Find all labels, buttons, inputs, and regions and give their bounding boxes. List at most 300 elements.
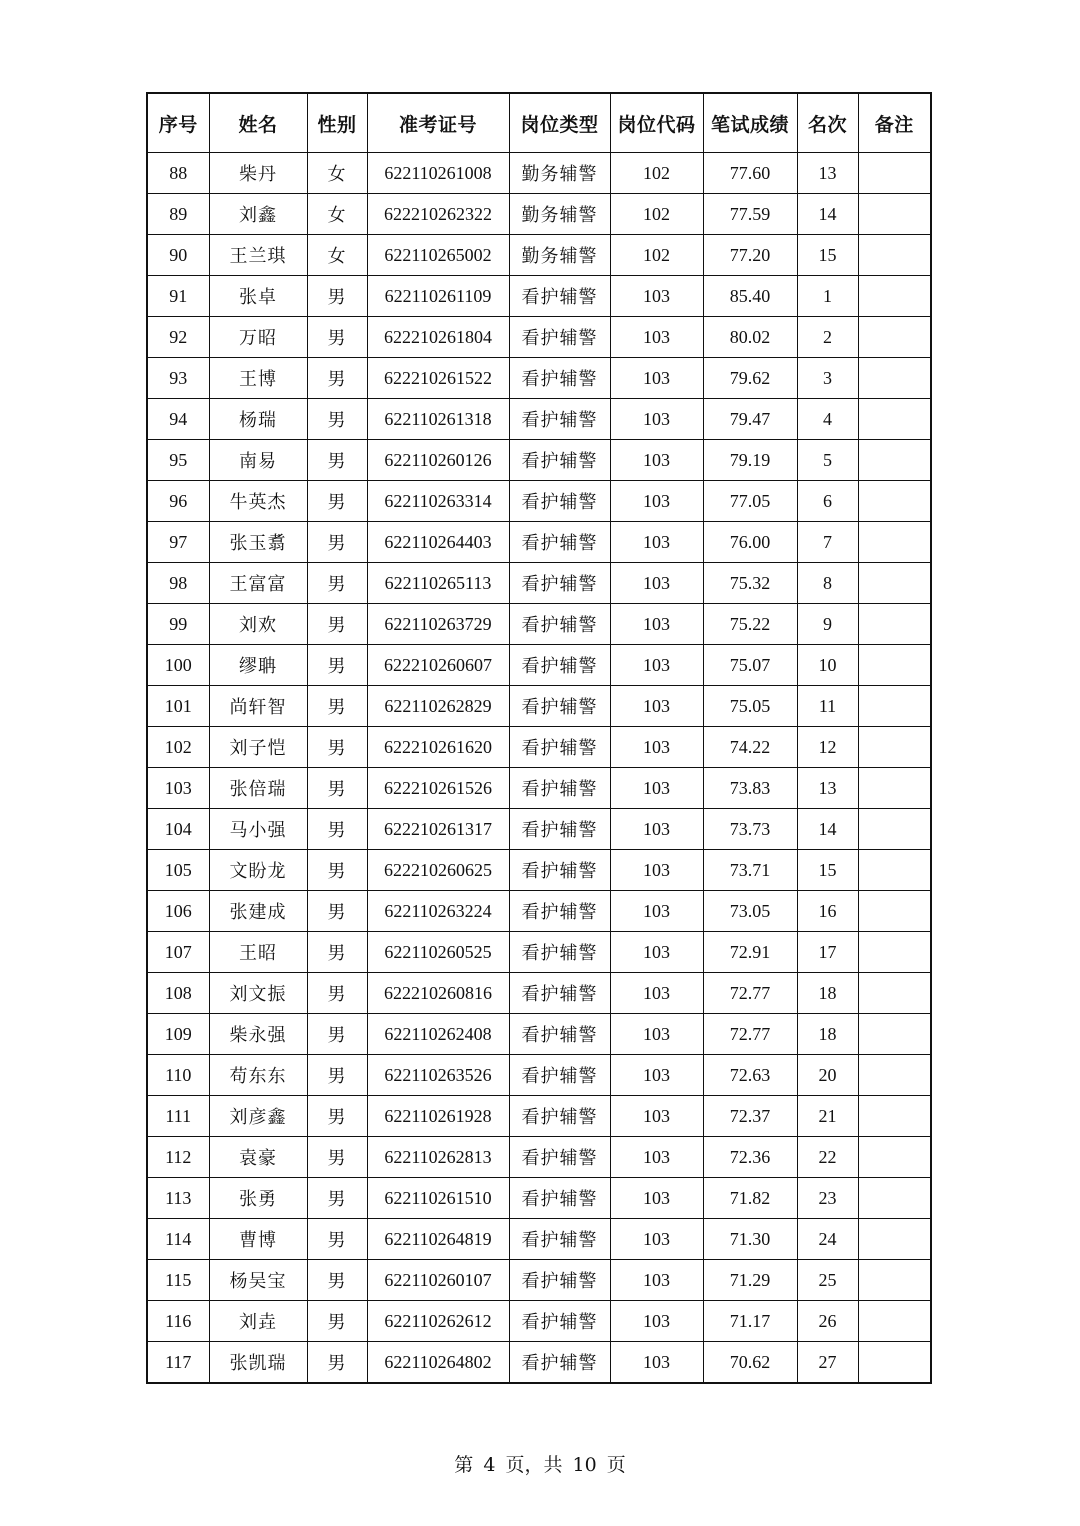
table-header [147, 93, 931, 153]
cell-exam-ticket-number: 622110263314 [367, 481, 509, 522]
cell-post-code: 103 [610, 973, 703, 1014]
cell-post-type: 看护辅警 [509, 276, 610, 317]
cell-post-code: 102 [610, 194, 703, 235]
cell-written-score: 75.07 [703, 645, 797, 686]
cell-gender: 女 [307, 235, 367, 276]
cell-serial-number: 109 [147, 1014, 209, 1055]
cell-name: 曹博 [209, 1219, 307, 1260]
cell-post-type: 看护辅警 [509, 932, 610, 973]
cell-written-score: 71.82 [703, 1178, 797, 1219]
cell-remarks [858, 276, 931, 317]
cell-name: 杨吴宝 [209, 1260, 307, 1301]
cell-gender: 男 [307, 686, 367, 727]
cell-remarks [858, 481, 931, 522]
table-row [147, 440, 931, 481]
cell-exam-ticket-number: 622210260607 [367, 645, 509, 686]
cell-name: 张建成 [209, 891, 307, 932]
table-row [147, 973, 931, 1014]
cell-post-type: 看护辅警 [509, 1014, 610, 1055]
cell-gender: 男 [307, 1137, 367, 1178]
cell-written-score: 77.05 [703, 481, 797, 522]
cell-serial-number: 90 [147, 235, 209, 276]
header-post-type: 岗位类型 [509, 93, 610, 153]
cell-post-code: 103 [610, 563, 703, 604]
cell-gender: 男 [307, 481, 367, 522]
page-number: 第 4 页，共 10 页 [454, 1454, 626, 1476]
cell-name: 张勇 [209, 1178, 307, 1219]
cell-gender: 男 [307, 1219, 367, 1260]
cell-serial-number: 103 [147, 768, 209, 809]
cell-written-score: 71.17 [703, 1301, 797, 1342]
cell-written-score: 73.73 [703, 809, 797, 850]
table-row [147, 891, 931, 932]
cell-gender: 女 [307, 153, 367, 194]
cell-remarks [858, 1055, 931, 1096]
table-row [147, 645, 931, 686]
cell-post-code: 103 [610, 932, 703, 973]
cell-name: 张凯瑞 [209, 1342, 307, 1384]
cell-remarks [858, 1178, 931, 1219]
cell-post-code: 103 [610, 440, 703, 481]
cell-exam-ticket-number: 622110261928 [367, 1096, 509, 1137]
header-rank: 名次 [797, 93, 858, 153]
cell-serial-number: 91 [147, 276, 209, 317]
cell-post-type: 看护辅警 [509, 604, 610, 645]
cell-remarks [858, 686, 931, 727]
cell-serial-number: 108 [147, 973, 209, 1014]
cell-post-type: 勤务辅警 [509, 194, 610, 235]
cell-name: 刘欢 [209, 604, 307, 645]
cell-gender: 男 [307, 1342, 367, 1384]
cell-written-score: 72.63 [703, 1055, 797, 1096]
cell-name: 柴丹 [209, 153, 307, 194]
cell-exam-ticket-number: 622210262322 [367, 194, 509, 235]
cell-name: 张卓 [209, 276, 307, 317]
cell-gender: 男 [307, 1178, 367, 1219]
cell-exam-ticket-number: 622110263729 [367, 604, 509, 645]
cell-name: 王昭 [209, 932, 307, 973]
table-row [147, 768, 931, 809]
cell-rank: 17 [797, 932, 858, 973]
cell-rank: 7 [797, 522, 858, 563]
cell-rank: 18 [797, 1014, 858, 1055]
cell-post-code: 103 [610, 686, 703, 727]
cell-written-score: 72.36 [703, 1137, 797, 1178]
cell-post-code: 103 [610, 1137, 703, 1178]
cell-name: 刘文振 [209, 973, 307, 1014]
cell-exam-ticket-number: 622210261620 [367, 727, 509, 768]
cell-gender: 男 [307, 1014, 367, 1055]
cell-exam-ticket-number: 622110262408 [367, 1014, 509, 1055]
cell-name: 王富富 [209, 563, 307, 604]
cell-serial-number: 100 [147, 645, 209, 686]
cell-post-code: 103 [610, 481, 703, 522]
cell-rank: 24 [797, 1219, 858, 1260]
cell-gender: 男 [307, 809, 367, 850]
cell-name: 万昭 [209, 317, 307, 358]
cell-post-code: 103 [610, 1301, 703, 1342]
cell-post-type: 看护辅警 [509, 1219, 610, 1260]
cell-gender: 男 [307, 645, 367, 686]
cell-gender: 男 [307, 1301, 367, 1342]
cell-post-code: 103 [610, 1178, 703, 1219]
cell-post-type: 看护辅警 [509, 522, 610, 563]
header-gender: 性别 [307, 93, 367, 153]
cell-written-score: 77.59 [703, 194, 797, 235]
cell-gender: 男 [307, 891, 367, 932]
cell-exam-ticket-number: 622110264802 [367, 1342, 509, 1384]
cell-serial-number: 105 [147, 850, 209, 891]
cell-exam-ticket-number: 622210260816 [367, 973, 509, 1014]
cell-gender: 男 [307, 399, 367, 440]
cell-serial-number: 110 [147, 1055, 209, 1096]
cell-written-score: 79.19 [703, 440, 797, 481]
cell-serial-number: 95 [147, 440, 209, 481]
cell-post-type: 看护辅警 [509, 1096, 610, 1137]
cell-post-code: 103 [610, 522, 703, 563]
cell-post-type: 看护辅警 [509, 358, 610, 399]
table-row [147, 194, 931, 235]
cell-post-code: 103 [610, 1096, 703, 1137]
header-name: 姓名 [209, 93, 307, 153]
table-row [147, 481, 931, 522]
cell-serial-number: 115 [147, 1260, 209, 1301]
cell-name: 王博 [209, 358, 307, 399]
cell-written-score: 70.62 [703, 1342, 797, 1384]
cell-post-type: 看护辅警 [509, 440, 610, 481]
cell-post-type: 看护辅警 [509, 727, 610, 768]
cell-gender: 男 [307, 727, 367, 768]
cell-serial-number: 101 [147, 686, 209, 727]
cell-serial-number: 98 [147, 563, 209, 604]
cell-name: 文盼龙 [209, 850, 307, 891]
cell-post-code: 103 [610, 358, 703, 399]
cell-post-type: 看护辅警 [509, 399, 610, 440]
table-row [147, 1014, 931, 1055]
cell-exam-ticket-number: 622110265002 [367, 235, 509, 276]
cell-written-score: 79.62 [703, 358, 797, 399]
cell-post-type: 看护辅警 [509, 809, 610, 850]
cell-post-code: 103 [610, 768, 703, 809]
cell-gender: 男 [307, 1055, 367, 1096]
cell-written-score: 72.37 [703, 1096, 797, 1137]
cell-exam-ticket-number: 622110265113 [367, 563, 509, 604]
table-body [147, 153, 931, 1384]
cell-rank: 13 [797, 153, 858, 194]
table-row [147, 522, 931, 563]
cell-serial-number: 92 [147, 317, 209, 358]
cell-remarks [858, 153, 931, 194]
header-post-code: 岗位代码 [610, 93, 703, 153]
cell-post-code: 102 [610, 235, 703, 276]
cell-exam-ticket-number: 622110263224 [367, 891, 509, 932]
cell-post-code: 103 [610, 604, 703, 645]
cell-name: 柴永强 [209, 1014, 307, 1055]
cell-rank: 6 [797, 481, 858, 522]
cell-remarks [858, 809, 931, 850]
cell-exam-ticket-number: 622110263526 [367, 1055, 509, 1096]
table-row [147, 850, 931, 891]
cell-gender: 男 [307, 932, 367, 973]
cell-post-type: 看护辅警 [509, 686, 610, 727]
cell-remarks [858, 768, 931, 809]
cell-serial-number: 97 [147, 522, 209, 563]
table-row [147, 1342, 931, 1384]
table-row [147, 1137, 931, 1178]
cell-exam-ticket-number: 622110262829 [367, 686, 509, 727]
header-written-score: 笔试成绩 [703, 93, 797, 153]
cell-name: 刘鑫 [209, 194, 307, 235]
cell-post-type: 看护辅警 [509, 563, 610, 604]
cell-name: 刘彦鑫 [209, 1096, 307, 1137]
cell-exam-ticket-number: 622210261522 [367, 358, 509, 399]
table-row [147, 809, 931, 850]
cell-remarks [858, 1137, 931, 1178]
cell-name: 王兰琪 [209, 235, 307, 276]
cell-exam-ticket-number: 622210261804 [367, 317, 509, 358]
cell-rank: 14 [797, 809, 858, 850]
cell-exam-ticket-number: 622110261318 [367, 399, 509, 440]
cell-gender: 男 [307, 440, 367, 481]
cell-rank: 25 [797, 1260, 858, 1301]
cell-rank: 22 [797, 1137, 858, 1178]
header-remarks: 备注 [858, 93, 931, 153]
cell-remarks [858, 440, 931, 481]
cell-remarks [858, 399, 931, 440]
table-row [147, 317, 931, 358]
cell-serial-number: 89 [147, 194, 209, 235]
cell-serial-number: 99 [147, 604, 209, 645]
cell-serial-number: 114 [147, 1219, 209, 1260]
cell-remarks [858, 850, 931, 891]
cell-written-score: 80.02 [703, 317, 797, 358]
cell-serial-number: 106 [147, 891, 209, 932]
cell-rank: 4 [797, 399, 858, 440]
cell-gender: 男 [307, 973, 367, 1014]
cell-written-score: 75.22 [703, 604, 797, 645]
cell-gender: 女 [307, 194, 367, 235]
cell-written-score: 77.60 [703, 153, 797, 194]
cell-name: 刘子恺 [209, 727, 307, 768]
cell-post-type: 看护辅警 [509, 850, 610, 891]
cell-written-score: 72.77 [703, 973, 797, 1014]
cell-gender: 男 [307, 276, 367, 317]
cell-post-code: 103 [610, 727, 703, 768]
cell-remarks [858, 1342, 931, 1384]
cell-rank: 18 [797, 973, 858, 1014]
cell-serial-number: 104 [147, 809, 209, 850]
cell-gender: 男 [307, 768, 367, 809]
cell-remarks [858, 973, 931, 1014]
cell-post-code: 103 [610, 1055, 703, 1096]
header-serial-number: 序号 [147, 93, 209, 153]
cell-rank: 2 [797, 317, 858, 358]
cell-exam-ticket-number: 622110261109 [367, 276, 509, 317]
cell-remarks [858, 645, 931, 686]
cell-written-score: 79.47 [703, 399, 797, 440]
table-row [147, 153, 931, 194]
cell-post-type: 看护辅警 [509, 1178, 610, 1219]
cell-remarks [858, 932, 931, 973]
cell-rank: 8 [797, 563, 858, 604]
cell-rank: 13 [797, 768, 858, 809]
cell-remarks [858, 235, 931, 276]
cell-remarks [858, 1219, 931, 1260]
cell-written-score: 76.00 [703, 522, 797, 563]
cell-written-score: 71.30 [703, 1219, 797, 1260]
cell-rank: 9 [797, 604, 858, 645]
cell-post-code: 103 [610, 850, 703, 891]
table-row [147, 563, 931, 604]
cell-remarks [858, 1301, 931, 1342]
cell-gender: 男 [307, 358, 367, 399]
cell-post-code: 103 [610, 1014, 703, 1055]
cell-post-code: 103 [610, 1342, 703, 1384]
cell-rank: 1 [797, 276, 858, 317]
cell-gender: 男 [307, 522, 367, 563]
cell-rank: 5 [797, 440, 858, 481]
cell-rank: 20 [797, 1055, 858, 1096]
cell-gender: 男 [307, 1260, 367, 1301]
cell-gender: 男 [307, 317, 367, 358]
cell-remarks [858, 1014, 931, 1055]
cell-remarks [858, 1096, 931, 1137]
cell-post-type: 看护辅警 [509, 317, 610, 358]
cell-rank: 15 [797, 235, 858, 276]
cell-exam-ticket-number: 622110264403 [367, 522, 509, 563]
cell-remarks [858, 604, 931, 645]
cell-serial-number: 113 [147, 1178, 209, 1219]
cell-rank: 15 [797, 850, 858, 891]
cell-remarks [858, 1260, 931, 1301]
cell-name: 牛英杰 [209, 481, 307, 522]
cell-remarks [858, 891, 931, 932]
cell-written-score: 73.05 [703, 891, 797, 932]
cell-exam-ticket-number: 622210261526 [367, 768, 509, 809]
cell-rank: 12 [797, 727, 858, 768]
table-row [147, 1096, 931, 1137]
cell-name: 马小强 [209, 809, 307, 850]
cell-serial-number: 96 [147, 481, 209, 522]
cell-post-type: 看护辅警 [509, 1137, 610, 1178]
cell-name: 袁豪 [209, 1137, 307, 1178]
cell-remarks [858, 194, 931, 235]
cell-exam-ticket-number: 622110260525 [367, 932, 509, 973]
cell-rank: 23 [797, 1178, 858, 1219]
cell-post-type: 勤务辅警 [509, 153, 610, 194]
cell-name: 尚轩智 [209, 686, 307, 727]
cell-written-score: 72.77 [703, 1014, 797, 1055]
cell-rank: 16 [797, 891, 858, 932]
cell-exam-ticket-number: 622110261510 [367, 1178, 509, 1219]
cell-exam-ticket-number: 622110264819 [367, 1219, 509, 1260]
cell-remarks [858, 563, 931, 604]
cell-post-type: 看护辅警 [509, 1301, 610, 1342]
cell-written-score: 72.91 [703, 932, 797, 973]
header-row [147, 93, 931, 153]
cell-gender: 男 [307, 604, 367, 645]
cell-exam-ticket-number: 622110261008 [367, 153, 509, 194]
cell-post-code: 103 [610, 1219, 703, 1260]
cell-post-type: 看护辅警 [509, 645, 610, 686]
table-row [147, 686, 931, 727]
table-row [147, 1260, 931, 1301]
table-row [147, 1219, 931, 1260]
table-row [147, 1055, 931, 1096]
cell-serial-number: 102 [147, 727, 209, 768]
table-row [147, 358, 931, 399]
cell-exam-ticket-number: 622110262612 [367, 1301, 509, 1342]
cell-name: 张倍瑞 [209, 768, 307, 809]
cell-written-score: 75.32 [703, 563, 797, 604]
cell-name: 缪聃 [209, 645, 307, 686]
cell-written-score: 74.22 [703, 727, 797, 768]
cell-exam-ticket-number: 622210261317 [367, 809, 509, 850]
cell-serial-number: 112 [147, 1137, 209, 1178]
cell-exam-ticket-number: 622110260126 [367, 440, 509, 481]
cell-rank: 10 [797, 645, 858, 686]
cell-written-score: 85.40 [703, 276, 797, 317]
cell-post-type: 看护辅警 [509, 768, 610, 809]
cell-serial-number: 111 [147, 1096, 209, 1137]
cell-serial-number: 93 [147, 358, 209, 399]
cell-exam-ticket-number: 622110262813 [367, 1137, 509, 1178]
cell-exam-ticket-number: 622210260625 [367, 850, 509, 891]
cell-rank: 27 [797, 1342, 858, 1384]
table-row [147, 604, 931, 645]
cell-post-type: 勤务辅警 [509, 235, 610, 276]
cell-post-code: 103 [610, 276, 703, 317]
cell-written-score: 75.05 [703, 686, 797, 727]
cell-post-type: 看护辅警 [509, 1055, 610, 1096]
header-exam-ticket-number: 准考证号 [367, 93, 509, 153]
cell-rank: 21 [797, 1096, 858, 1137]
cell-rank: 26 [797, 1301, 858, 1342]
cell-gender: 男 [307, 563, 367, 604]
cell-post-code: 103 [610, 809, 703, 850]
cell-written-score: 77.20 [703, 235, 797, 276]
cell-post-type: 看护辅警 [509, 973, 610, 1014]
table-row [147, 399, 931, 440]
cell-remarks [858, 727, 931, 768]
cell-serial-number: 116 [147, 1301, 209, 1342]
cell-written-score: 73.71 [703, 850, 797, 891]
cell-remarks [858, 522, 931, 563]
cell-rank: 14 [797, 194, 858, 235]
cell-exam-ticket-number: 622110260107 [367, 1260, 509, 1301]
table-row [147, 1301, 931, 1342]
cell-serial-number: 88 [147, 153, 209, 194]
cell-name: 南易 [209, 440, 307, 481]
cell-name: 苟东东 [209, 1055, 307, 1096]
cell-post-code: 103 [610, 1260, 703, 1301]
cell-gender: 男 [307, 850, 367, 891]
cell-post-type: 看护辅警 [509, 891, 610, 932]
table-row [147, 727, 931, 768]
cell-post-code: 103 [610, 317, 703, 358]
cell-post-code: 103 [610, 645, 703, 686]
cell-serial-number: 117 [147, 1342, 209, 1384]
cell-name: 张玉翥 [209, 522, 307, 563]
cell-written-score: 71.29 [703, 1260, 797, 1301]
table-row [147, 932, 931, 973]
cell-post-code: 102 [610, 153, 703, 194]
cell-post-type: 看护辅警 [509, 1260, 610, 1301]
score-table [146, 92, 932, 1384]
cell-written-score: 73.83 [703, 768, 797, 809]
cell-rank: 11 [797, 686, 858, 727]
cell-name: 杨瑞 [209, 399, 307, 440]
